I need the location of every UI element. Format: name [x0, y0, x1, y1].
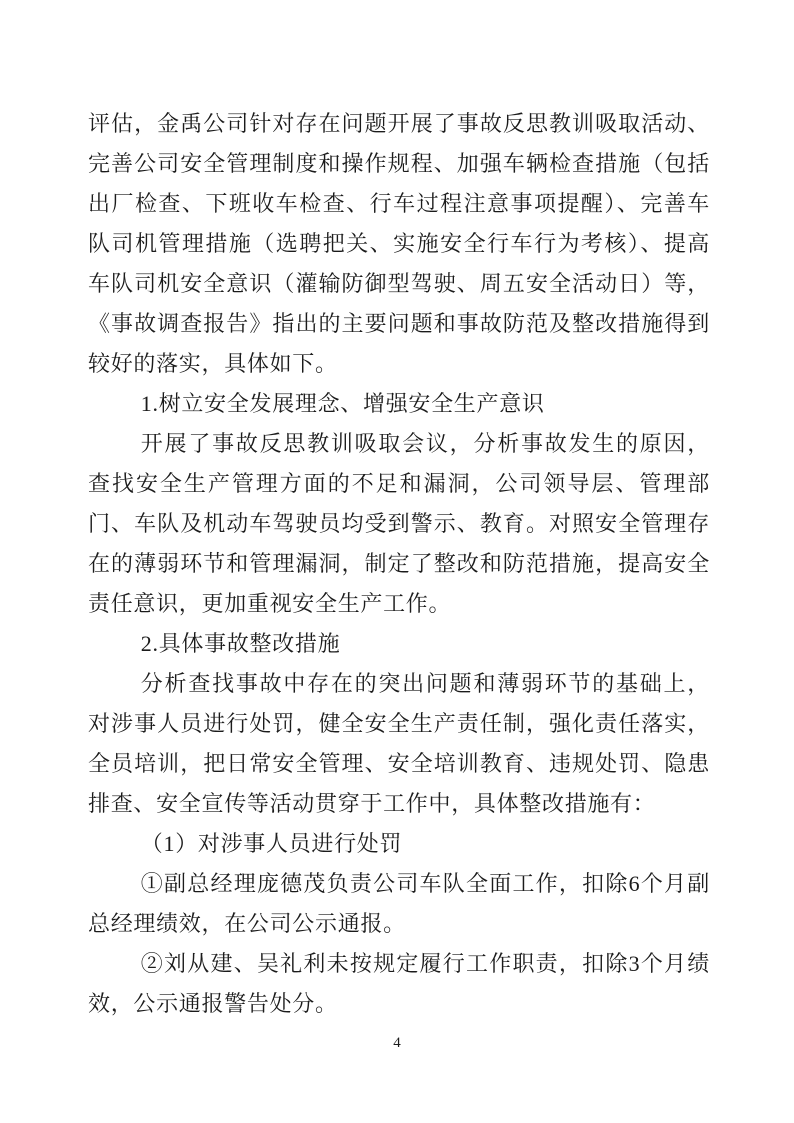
text-line: 完善公司安全管理制度和操作规程、加强车辆检查措施（包括	[88, 151, 710, 176]
text-line: 出厂检查、下班收车检查、行车过程注意事项提醒）、完善车	[88, 191, 710, 216]
text-line: 队司机管理措施（选聘把关、实施安全行车行为考核）、提高	[88, 231, 710, 256]
text-line: 排查、安全宣传等活动贯穿于工作中，具体整改措施有：	[88, 791, 656, 816]
paragraph	[88, 664, 710, 824]
paragraph	[88, 104, 710, 384]
paragraph	[88, 384, 710, 424]
text-line: 责任意识，更加重视安全生产工作。	[88, 591, 452, 616]
text-line: 总经理绩效，在公司公示通报。	[88, 911, 406, 936]
text-line: （1）对涉事人员进行处罚	[140, 831, 403, 856]
text-line: 《事故调查报告》指出的主要问题和事故防范及整改措施得到	[88, 311, 710, 336]
text-line: 1.树立安全发展理念、增强安全生产意识	[140, 391, 545, 416]
text-line: ①副总经理庞德茂负责公司车队全面工作，扣除6个月副	[140, 871, 710, 896]
text-line: 评估，金禹公司针对存在问题开展了事故反思教训吸取活动、	[88, 111, 710, 136]
text-line: 车队司机安全意识（灌输防御型驾驶、周五安全活动日）等，	[88, 271, 710, 296]
paragraph	[88, 944, 710, 1024]
paragraph	[88, 824, 710, 864]
text-line: 较好的落实，具体如下。	[88, 351, 338, 376]
text-line: ②刘从建、吴礼利未按规定履行工作职责，扣除3个月绩	[140, 951, 710, 976]
document-body	[88, 104, 710, 1024]
paragraph	[88, 864, 710, 944]
text-line: 分析查找事故中存在的突出问题和薄弱环节的基础上，	[140, 671, 710, 696]
text-line: 在的薄弱环节和管理漏洞，制定了整改和防范措施，提高安全	[88, 551, 710, 576]
text-line: 2.具体事故整改措施	[140, 631, 341, 656]
paragraph	[88, 624, 710, 664]
text-line: 对涉事人员进行处罚，健全安全生产责任制，强化责任落实，	[88, 711, 710, 736]
text-line: 全员培训，把日常安全管理、安全培训教育、违规处罚、隐患	[88, 751, 710, 776]
text-line: 查找安全生产管理方面的不足和漏洞，公司领导层、管理部	[88, 471, 710, 496]
page-number: 4	[393, 1035, 401, 1051]
text-line: 开展了事故反思教训吸取会议，分析事故发生的原因，	[140, 431, 710, 456]
text-line: 门、车队及机动车驾驶员均受到警示、教育。对照安全管理存	[88, 511, 710, 536]
paragraph	[88, 424, 710, 624]
text-line: 效，公示通报警告处分。	[88, 991, 338, 1016]
